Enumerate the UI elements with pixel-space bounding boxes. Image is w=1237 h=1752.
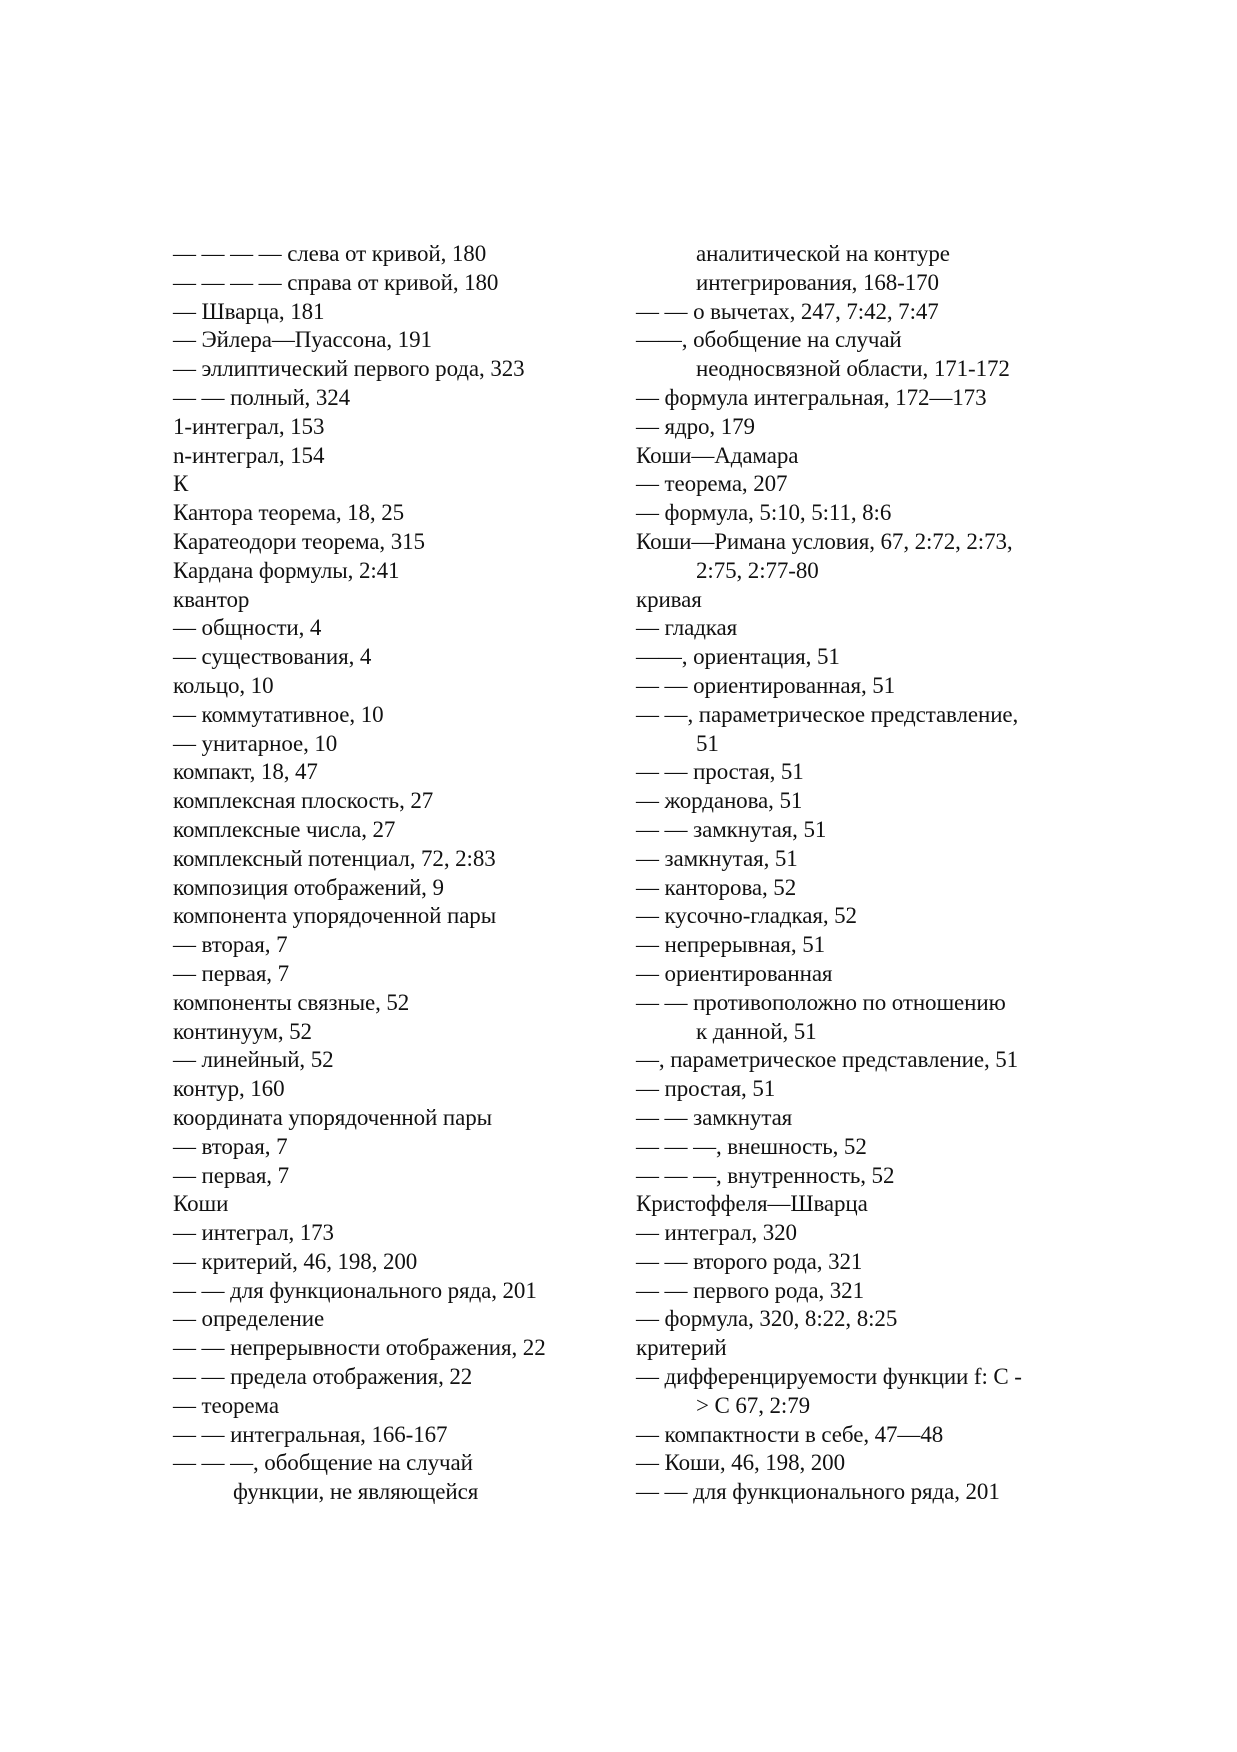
index-entry: — эллиптический первого рода, 323 <box>173 356 525 382</box>
index-entry: К <box>173 471 189 497</box>
index-entry: композиция отображений, 9 <box>173 874 444 900</box>
index-entry: — формула, 5:10, 5:11, 8:6 <box>636 500 892 526</box>
index-entry: компонента упорядоченной пары <box>173 903 497 929</box>
index-entry: — общности, 4 <box>173 615 322 641</box>
index-entry: — —, параметрическое представление, <box>636 701 1019 727</box>
index-entry: ——, ориентация, 51 <box>636 644 840 670</box>
index-entry: комплексные числа, 27 <box>173 816 396 842</box>
index-entry: — критерий, 46, 198, 200 <box>173 1248 418 1274</box>
index-entry: — — —, внешность, 52 <box>636 1133 867 1159</box>
index-entry: — унитарное, 10 <box>173 730 338 756</box>
index-entry: — замкнутая, 51 <box>636 845 798 871</box>
index-entry: — — для функционального ряда, 201 <box>173 1277 537 1303</box>
index-entry: — — противоположно по отношению <box>636 989 1006 1015</box>
index-entry: — формула интегральная, 172—173 <box>636 384 987 410</box>
index-entry: Коши—Римана условия, 67, 2:72, 2:73, <box>636 528 1013 554</box>
index-entry: критерий <box>636 1335 727 1361</box>
index-entry: — простая, 51 <box>636 1076 776 1102</box>
index-entry: кривая <box>636 586 702 612</box>
index-entry: — — второго рода, 321 <box>636 1248 863 1274</box>
index-entry: — первая, 7 <box>173 960 290 986</box>
index-entry: — кусочно-гладкая, 52 <box>636 903 857 929</box>
index-column-left <box>173 240 633 1507</box>
index-entry: — канторова, 52 <box>636 874 797 900</box>
index-entry: — ориентированная <box>636 960 833 986</box>
index-entry: — существования, 4 <box>173 644 372 670</box>
index-entry: компоненты связные, 52 <box>173 989 410 1015</box>
index-entry: — — ориентированная, 51 <box>636 672 896 698</box>
index-entry: — теорема, 207 <box>636 471 788 497</box>
index-entry: — — замкнутая <box>636 1104 793 1130</box>
index-entry: 1-интеграл, 153 <box>173 413 325 439</box>
index-entry: — ядро, 179 <box>636 413 755 439</box>
index-entry: — Шварца, 181 <box>173 298 325 324</box>
index-entry: — — —, внутренность, 52 <box>636 1162 895 1188</box>
index-entry: функции, не являющейся <box>233 1479 479 1505</box>
index-entry: аналитической на контуре <box>696 241 950 266</box>
index-entry: неодносвязной области, 171-172 <box>696 356 1010 382</box>
index-entry: — — предела отображения, 22 <box>173 1364 473 1390</box>
index-entry: Коши—Адамара <box>636 442 799 468</box>
index-entry: — — интегральная, 166-167 <box>173 1421 448 1447</box>
index-entry: — дифференцируемости функции f: C - <box>636 1364 1022 1390</box>
index-entry: — — полный, 324 <box>173 384 351 410</box>
index-entry: комплексная плоскость, 27 <box>173 788 434 814</box>
index-entry: — — — — справа от кривой, 180 <box>173 269 499 295</box>
index-entry: к данной, 51 <box>696 1018 817 1044</box>
index-entry: — компактности в себе, 47—48 <box>636 1421 944 1447</box>
index-entry: интегрирования, 168-170 <box>696 269 939 295</box>
index-entry: — — простая, 51 <box>636 759 804 785</box>
index-entry: комплексный потенциал, 72, 2:83 <box>173 845 496 871</box>
index-entry: — коммутативное, 10 <box>173 701 384 727</box>
index-entry: — теорема <box>173 1392 279 1418</box>
index-entry: Кристоффеля—Шварца <box>636 1191 868 1217</box>
index-entry: координата упорядоченной пары <box>173 1104 492 1130</box>
index-entry: Коши <box>173 1191 229 1217</box>
index-entry: — — первого рода, 321 <box>636 1277 864 1303</box>
index-entry: континуум, 52 <box>173 1018 312 1044</box>
index-entry: — гладкая <box>636 615 738 641</box>
index-entry: — непрерывная, 51 <box>636 932 825 958</box>
index-entry: 51 <box>696 730 719 756</box>
index-column-right <box>636 240 1076 1507</box>
index-entry: кольцо, 10 <box>173 672 274 698</box>
index-entry: — Коши, 46, 198, 200 <box>636 1450 845 1476</box>
index-entry: ——, обобщение на случай <box>636 327 902 353</box>
index-entry: — жорданова, 51 <box>636 788 803 814</box>
index-entry: n-интеграл, 154 <box>173 442 325 468</box>
index-entry: контур, 160 <box>173 1076 285 1102</box>
index-entry: — — о вычетах, 247, 7:42, 7:47 <box>636 298 939 324</box>
index-entry: —, параметрическое представление, 51 <box>636 1047 1019 1073</box>
index-entry: — вторая, 7 <box>173 932 288 958</box>
index-entry: — — непрерывности отображения, 22 <box>173 1335 546 1361</box>
index-entry: Каратеодори теорема, 315 <box>173 528 425 554</box>
index-entry: — Эйлера—Пуассона, 191 <box>173 327 432 353</box>
index-entry: Кардана формулы, 2:41 <box>173 557 400 583</box>
index-entry: — вторая, 7 <box>173 1133 288 1159</box>
index-entry: — — замкнутая, 51 <box>636 816 827 842</box>
index-entry: — — — — слева от кривой, 180 <box>173 241 487 266</box>
index-entry: 2:75, 2:77-80 <box>696 557 819 583</box>
index-entry: компакт, 18, 47 <box>173 759 318 785</box>
index-entry: — линейный, 52 <box>173 1047 334 1073</box>
index-entry: квантор <box>173 586 250 612</box>
index-entry: — определение <box>173 1306 325 1332</box>
index-entry: — интеграл, 173 <box>173 1220 334 1246</box>
index-entry: — первая, 7 <box>173 1162 290 1188</box>
index-entry: — — —, обобщение на случай <box>173 1450 473 1476</box>
index-entry: — формула, 320, 8:22, 8:25 <box>636 1306 898 1332</box>
index-entry: > C 67, 2:79 <box>696 1392 811 1418</box>
index-entry: Кантора теорема, 18, 25 <box>173 500 405 526</box>
index-entry: — интеграл, 320 <box>636 1220 797 1246</box>
index-entry: — — для функционального ряда, 201 <box>636 1479 1000 1505</box>
